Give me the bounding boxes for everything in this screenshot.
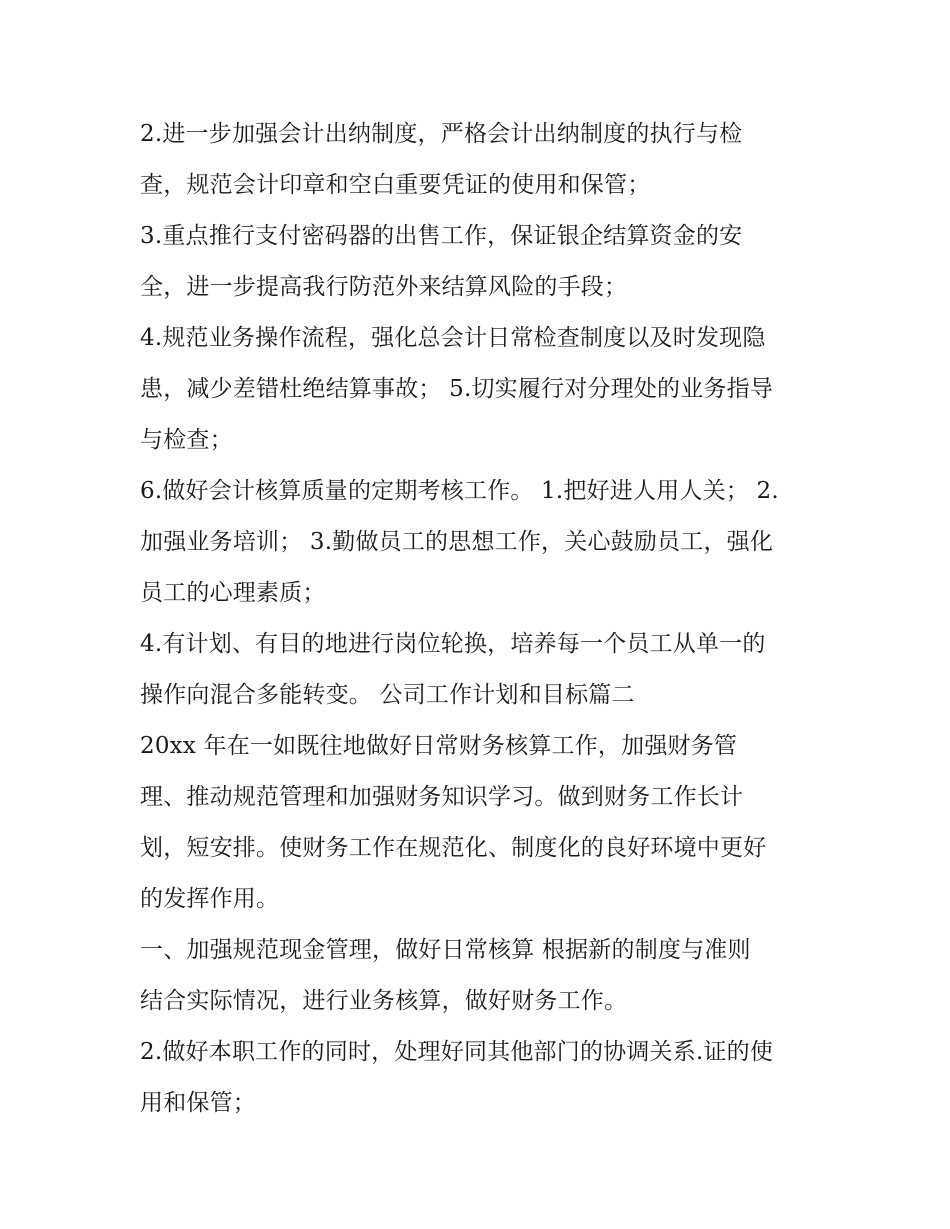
text-line: 用和保管； [140,1090,256,1116]
text-line: 操作向混合多能转变。 公司工作计划和目标篇二 [140,682,635,708]
text-line: 全，进一步提高我行防范外来结算风险的手段； [140,274,628,300]
text-line: 结合实际情况，进行业务核算，做好财务工作。 [140,988,628,1014]
text-line: 20xx 年在一如既往地做好日常财务核算工作，加强财务管 [140,733,738,759]
text-line: 2.做好本职工作的同时，处理好同其他部门的协调关系.证的使 [140,1039,774,1065]
text-line: 划，短安排。使财务工作在规范化、制度化的良好环境中更好 [140,835,767,861]
text-line: 理、推动规范管理和加强财务知识学习。做到财务工作长计 [140,784,744,810]
text-line: 患，减少差错杜绝结算事故； 5.切实履行对分理处的业务指导 [140,376,774,402]
text-line: 与检查； [140,427,233,453]
text-line: 3.重点推行支付密码器的出售工作，保证银企结算资金的安 [140,223,743,249]
text-line: 员工的心理素质； [140,580,326,606]
text-line: 4.有计划、有目的地进行岗位轮换，培养每一个员工从单一的 [140,631,766,657]
text-line: 一、加强规范现金管理，做好日常核算 根据新的制度与准则 [140,937,751,963]
text-line: 4.规范业务操作流程，强化总会计日常检查制度以及时发现隐 [140,325,766,351]
text-line: 加强业务培训； 3.勤做员工的思想工作，关心鼓励员工，强化 [140,529,774,555]
text-line: 查，规范会计印章和空白重要凭证的使用和保管； [140,172,651,198]
text-line: 6.做好会计核算质量的定期考核工作。 1.把好进人用人关； 2. [140,478,779,504]
text-line: 2.进一步加强会计出纳制度，严格会计出纳制度的执行与检 [140,121,743,147]
document-body [140,109,820,1129]
text-line: 的发挥作用。 [140,886,280,912]
